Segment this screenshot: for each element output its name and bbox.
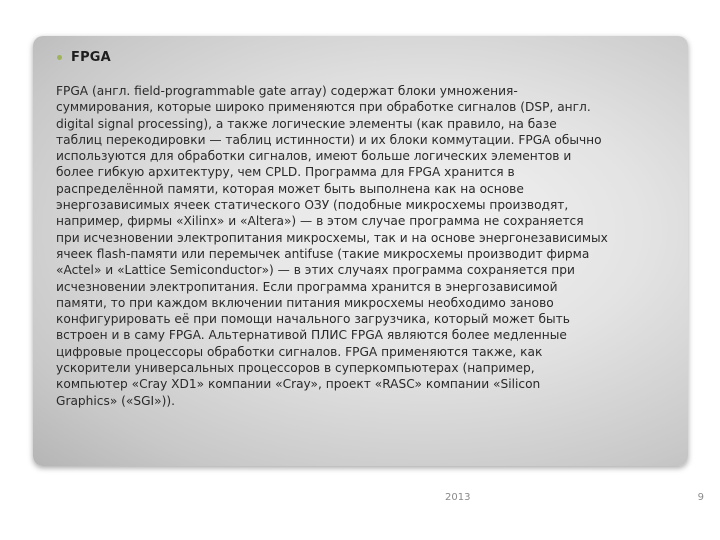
bullet-dot-icon [57, 55, 62, 60]
body-paragraph: FPGA (англ. field-programmable gate array) содержат блоки умножения- суммирования, которые широко применяются при обработке сигналов (DSP, англ. digital signal processing), а также логические элементы (как правило, на базе таблиц перекодировки — таблиц истинности) и их блоки коммутации. FPGA обычно используются для обработки сигналов, имеют больше логических элементов и более гибкую архитектуру, чем CPLD. Программа для FPGA хранится в распределённой памяти, которая может быть выполнена как на основе энергозависимых ячеек статического ОЗУ (подобные микросхемы производят, например, фирмы «Xilinx» и «Altera») — в этом случае программа не сохраняется при исчезновении электропитания микросхемы, так и на основе энергонезависимых ячеек flash-памяти или перемычек antifuse (такие микросхемы производит фирма «Actel» и «Lattice Semiconductor») — в этих случаях программа сохраняется при исчезновении электропитания. Если программа хранится в энергозависимой памяти, то при каждом включении питания микросхемы необходимо заново конфигурировать её при помощи начального загрузчика, который может быть встроен и в саму FPGA. Альтернативой ПЛИС FPGA являются более медленные цифровые процессоры обработки сигналов. FPGA применяются также, как ускорители универсальных процессоров в суперкомпьютерах (например, компьютер «Cray XD1» компании «Cray», проект «RASC» компании «Silicon Graphics» («SGI»)). [56, 84, 608, 408]
page-number: 9 [697, 492, 704, 503]
footer-year: 2013 [445, 492, 471, 503]
slide-heading: FPGA [71, 50, 111, 65]
bullet-heading-row [57, 50, 111, 65]
